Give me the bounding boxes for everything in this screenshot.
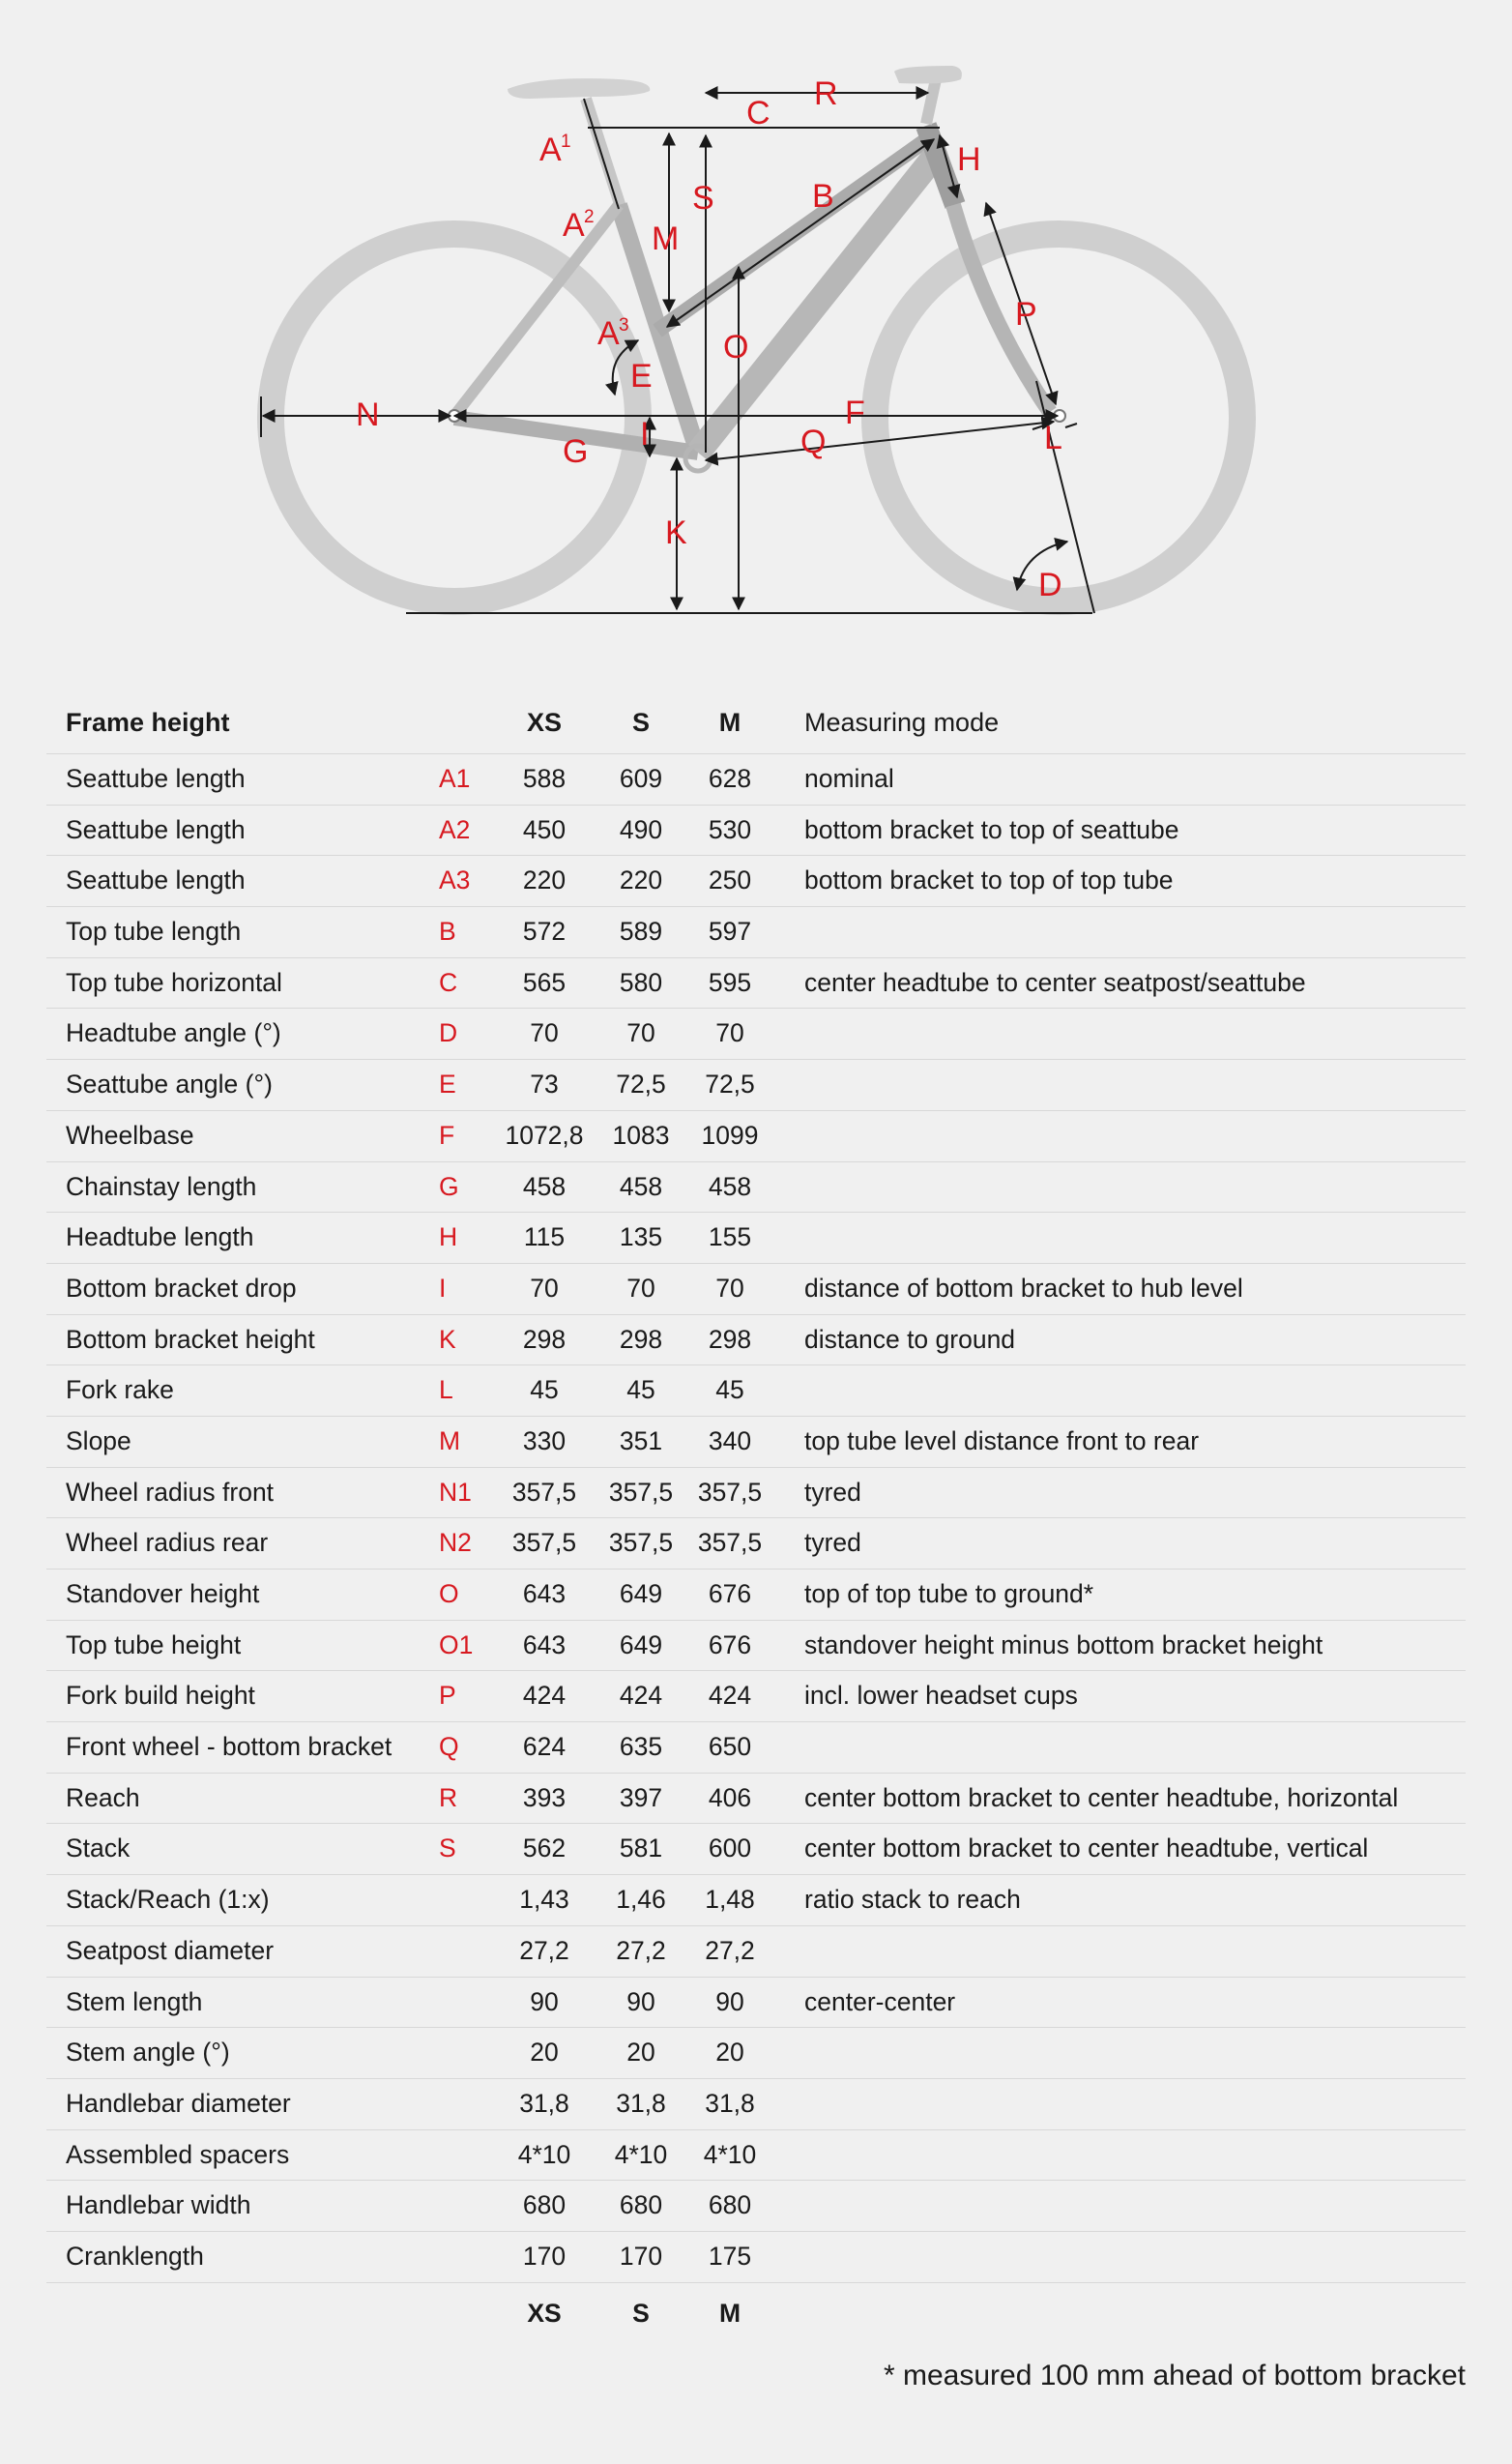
label-n: N: [356, 396, 380, 433]
row-s: 351: [619, 1425, 663, 1455]
row-mode: center-center: [804, 1986, 956, 2016]
row-s: 1083: [612, 1120, 670, 1150]
label-p: P: [1015, 296, 1037, 333]
row-s: 490: [619, 814, 663, 844]
row-code: A3: [439, 865, 471, 895]
row-name: Handlebar width: [66, 2190, 251, 2220]
row-s: 424: [619, 1681, 663, 1711]
row-mode: center bottom bracket to center headtube, vertical: [804, 1833, 1369, 1863]
row-m: 340: [708, 1425, 752, 1455]
row-xs: 70: [530, 1018, 559, 1048]
row-code: O: [439, 1579, 459, 1608]
row-xs: 70: [530, 1273, 559, 1303]
table-row: [46, 2028, 1466, 2079]
row-name: Bottom bracket height: [66, 1324, 315, 1354]
row-m: 600: [708, 1833, 752, 1863]
row-mode: standover height minus bottom bracket height: [804, 1629, 1323, 1659]
footnote: * measured 100 mm ahead of bottom bracket: [884, 2360, 1466, 2391]
row-m: 628: [708, 764, 752, 793]
stem: [926, 79, 936, 124]
row-name: Top tube length: [66, 917, 242, 947]
label-k: K: [665, 514, 687, 551]
row-code: D: [439, 1018, 458, 1048]
row-name: Fork rake: [66, 1375, 174, 1405]
row-name: Stack/Reach (1:x): [66, 1885, 270, 1915]
row-xs: 220: [522, 865, 567, 895]
row-mode: bottom bracket to top of top tube: [804, 865, 1174, 895]
row-m: 1099: [701, 1120, 759, 1150]
row-m: 424: [708, 1681, 752, 1711]
label-q: Q: [800, 424, 827, 460]
row-xs: 562: [522, 1833, 567, 1863]
table-header: [46, 691, 1466, 754]
row-m: 298: [708, 1324, 752, 1354]
row-m: 676: [708, 1579, 752, 1608]
table-row: [46, 958, 1466, 1010]
row-s: 72,5: [616, 1070, 666, 1100]
row-name: Top tube height: [66, 1629, 242, 1659]
row-s: 589: [619, 917, 663, 947]
table-row: [46, 1060, 1466, 1111]
row-name: Seattube angle (°): [66, 1070, 273, 1100]
footer-m: M: [718, 2298, 741, 2328]
label-a2-sup: 2: [584, 207, 595, 227]
table-row: [46, 754, 1466, 806]
row-xs: 298: [522, 1324, 567, 1354]
row-mode: distance to ground: [804, 1324, 1016, 1354]
row-name: Seattube length: [66, 764, 246, 793]
row-m: 27,2: [705, 1935, 755, 1965]
row-code: N1: [439, 1477, 472, 1507]
table-row: [46, 1926, 1466, 1978]
row-xs: 330: [522, 1425, 567, 1455]
label-o: O: [723, 329, 749, 366]
row-xs: 170: [522, 2241, 567, 2271]
row-name: Front wheel - bottom bracket: [66, 1732, 393, 1762]
table-row: [46, 1774, 1466, 1825]
row-m: 680: [708, 2190, 752, 2220]
row-m: 90: [715, 1986, 744, 2016]
row-code: E: [439, 1070, 456, 1100]
table-row: [46, 1009, 1466, 1060]
seatpost: [586, 99, 621, 207]
row-code: I: [439, 1273, 447, 1303]
row-s: 357,5: [608, 1477, 674, 1507]
label-r: R: [814, 75, 838, 112]
row-m: 72,5: [705, 1070, 755, 1100]
row-name: Assembled spacers: [66, 2139, 290, 2169]
row-xs: 31,8: [519, 2088, 569, 2118]
row-name: Headtube angle (°): [66, 1018, 281, 1048]
label-i: I: [640, 416, 650, 453]
row-name: Standover height: [66, 1579, 260, 1608]
table-row: [46, 1875, 1466, 1926]
footer-xs: XS: [527, 2298, 562, 2328]
row-code: K: [439, 1324, 456, 1354]
row-name: Wheel radius front: [66, 1477, 275, 1507]
label-m: M: [652, 220, 680, 257]
row-xs: 572: [522, 917, 567, 947]
table-row: [46, 1264, 1466, 1315]
table-row: [46, 1468, 1466, 1519]
row-xs: 424: [522, 1681, 567, 1711]
label-a3-sup: 3: [619, 315, 629, 336]
table-footer: [46, 2283, 1466, 2343]
row-code: N2: [439, 1528, 472, 1558]
table-row: [46, 2130, 1466, 2182]
row-name: Stem length: [66, 1986, 203, 2016]
footer-s: S: [632, 2298, 650, 2328]
row-code: G: [439, 1171, 459, 1201]
row-m: 458: [708, 1171, 752, 1201]
row-mode: ratio stack to reach: [804, 1885, 1021, 1915]
row-name: Stack: [66, 1833, 131, 1863]
row-s: 580: [619, 967, 663, 997]
row-m: 45: [715, 1375, 744, 1405]
row-m: 31,8: [705, 2088, 755, 2118]
row-mode: bottom bracket to top of seattube: [804, 814, 1179, 844]
row-m: 650: [708, 1732, 752, 1762]
row-xs: 624: [522, 1732, 567, 1762]
row-xs: 1072,8: [505, 1120, 584, 1150]
table-row: [46, 1569, 1466, 1621]
table-row: [46, 1417, 1466, 1468]
row-mode: top tube level distance front to rear: [804, 1425, 1200, 1455]
row-s: 70: [626, 1018, 655, 1048]
row-xs: 115: [523, 1222, 566, 1252]
row-name: Top tube horizontal: [66, 967, 282, 997]
row-xs: 45: [530, 1375, 559, 1405]
label-e: E: [630, 358, 653, 395]
row-m: 155: [708, 1222, 752, 1252]
row-s: 298: [619, 1324, 663, 1354]
row-name: Bottom bracket drop: [66, 1273, 297, 1303]
row-xs: 393: [522, 1782, 567, 1812]
row-xs: 27,2: [519, 1935, 569, 1965]
row-s: 4*10: [614, 2139, 668, 2169]
row-xs: 450: [522, 814, 567, 844]
label-f: F: [845, 395, 865, 431]
table-row: [46, 1213, 1466, 1264]
row-s: 20: [626, 2038, 655, 2068]
label-g: G: [563, 433, 589, 470]
row-mode: center headtube to center seatpost/seattube: [804, 967, 1306, 997]
row-code: O1: [439, 1629, 474, 1659]
label-s: S: [692, 180, 714, 217]
row-xs: 1,43: [519, 1885, 569, 1915]
top-tube: [657, 137, 930, 331]
row-s: 649: [619, 1629, 663, 1659]
row-s: 397: [619, 1782, 663, 1812]
label-a1-sup: 1: [561, 132, 571, 152]
row-xs: 357,5: [511, 1528, 577, 1558]
table-row: [46, 1365, 1466, 1417]
table-row: [46, 1722, 1466, 1774]
row-xs: 458: [522, 1171, 567, 1201]
table-row: [46, 1671, 1466, 1722]
row-xs: 20: [530, 2038, 559, 2068]
table-row: [46, 856, 1466, 907]
label-a2: A: [563, 207, 585, 244]
row-m: 70: [715, 1018, 744, 1048]
row-m: 1,48: [705, 1885, 755, 1915]
label-a3: A: [597, 315, 620, 352]
table-row: [46, 1824, 1466, 1875]
header-measuring-mode: Measuring mode: [804, 708, 1000, 737]
row-name: Stem angle (°): [66, 2038, 230, 2068]
row-code: R: [439, 1782, 458, 1812]
row-mode: center bottom bracket to center headtube, horizontal: [804, 1782, 1399, 1812]
row-code: F: [439, 1120, 455, 1150]
row-m: 175: [708, 2241, 752, 2271]
table-row: [46, 1621, 1466, 1672]
table-row: [46, 2079, 1466, 2130]
row-s: 1,46: [616, 1885, 666, 1915]
row-code: M: [439, 1425, 461, 1455]
row-s: 135: [619, 1222, 663, 1252]
row-m: 357,5: [697, 1477, 763, 1507]
row-s: 680: [619, 2190, 663, 2220]
row-m: 4*10: [703, 2139, 757, 2169]
table-row: [46, 1111, 1466, 1162]
row-m: 357,5: [697, 1528, 763, 1558]
row-code: H: [439, 1222, 458, 1252]
bike-geometry-diagram: [0, 0, 1512, 658]
saddle: [508, 78, 650, 99]
row-s: 170: [619, 2241, 663, 2271]
label-d: D: [1038, 567, 1062, 603]
row-code: S: [439, 1833, 456, 1863]
geometry-table: [46, 691, 1466, 2343]
row-xs: 90: [530, 1986, 559, 2016]
row-name: Cranklength: [66, 2241, 204, 2271]
row-mode: nominal: [804, 764, 894, 793]
row-name: Chainstay length: [66, 1171, 257, 1201]
dim-a1: [584, 99, 619, 209]
row-name: Seatpost diameter: [66, 1935, 275, 1965]
table-row: [46, 1978, 1466, 2029]
row-s: 609: [619, 764, 663, 793]
row-s: 649: [619, 1579, 663, 1608]
row-s: 581: [619, 1833, 663, 1863]
row-code: P: [439, 1681, 456, 1711]
row-mode: tyred: [804, 1528, 861, 1558]
row-name: Wheel radius rear: [66, 1528, 269, 1558]
row-s: 27,2: [616, 1935, 666, 1965]
row-xs: 588: [522, 764, 567, 793]
row-name: Seattube length: [66, 814, 246, 844]
row-s: 45: [626, 1375, 655, 1405]
row-xs: 680: [522, 2190, 567, 2220]
row-m: 595: [708, 967, 752, 997]
row-name: Wheelbase: [66, 1120, 194, 1150]
row-m: 20: [715, 2038, 744, 2068]
row-s: 635: [619, 1732, 663, 1762]
row-s: 357,5: [608, 1528, 674, 1558]
table-row: [46, 907, 1466, 958]
header-xs: XS: [526, 708, 563, 737]
row-mode: distance of bottom bracket to hub level: [804, 1273, 1243, 1303]
table-row: [46, 1162, 1466, 1214]
label-l: L: [1044, 420, 1062, 456]
row-xs: 4*10: [517, 2139, 571, 2169]
row-m: 250: [708, 865, 752, 895]
row-xs: 643: [522, 1579, 567, 1608]
row-code: C: [439, 967, 458, 997]
dim-b: [667, 139, 934, 327]
table-row: [46, 806, 1466, 857]
label-c: C: [746, 95, 771, 132]
row-name: Reach: [66, 1782, 140, 1812]
row-mode: incl. lower headset cups: [804, 1681, 1078, 1711]
handlebar: [894, 66, 962, 84]
row-mode: top of top tube to ground*: [804, 1579, 1094, 1608]
row-m: 676: [708, 1629, 752, 1659]
row-code: A1: [439, 764, 471, 793]
row-xs: 643: [522, 1629, 567, 1659]
row-mode: tyred: [804, 1477, 861, 1507]
row-s: 70: [626, 1273, 655, 1303]
table-row: [46, 1315, 1466, 1366]
row-m: 406: [708, 1782, 752, 1812]
table-row: [46, 2181, 1466, 2232]
row-s: 31,8: [616, 2088, 666, 2118]
label-h: H: [957, 141, 981, 178]
row-m: 530: [708, 814, 752, 844]
header-frame-height: Frame height: [66, 708, 230, 737]
row-s: 90: [626, 1986, 655, 2016]
row-name: Fork build height: [66, 1681, 255, 1711]
label-a1: A: [539, 132, 562, 168]
row-code: A2: [439, 814, 471, 844]
row-name: Headtube length: [66, 1222, 254, 1252]
row-s: 220: [619, 865, 663, 895]
row-xs: 357,5: [511, 1477, 577, 1507]
table-row: [46, 1518, 1466, 1569]
row-code: B: [439, 917, 456, 947]
row-m: 597: [708, 917, 752, 947]
row-code: Q: [439, 1732, 459, 1762]
label-b: B: [812, 178, 834, 215]
header-s: S: [631, 708, 650, 737]
table-row: [46, 2232, 1466, 2283]
row-xs: 73: [530, 1070, 559, 1100]
row-name: Handlebar diameter: [66, 2088, 291, 2118]
table-body: [46, 754, 1466, 2283]
row-xs: 565: [522, 967, 567, 997]
row-s: 458: [619, 1171, 663, 1201]
row-code: L: [439, 1375, 453, 1405]
row-m: 70: [715, 1273, 744, 1303]
row-name: Slope: [66, 1425, 131, 1455]
header-m: M: [718, 708, 741, 737]
row-name: Seattube length: [66, 865, 246, 895]
